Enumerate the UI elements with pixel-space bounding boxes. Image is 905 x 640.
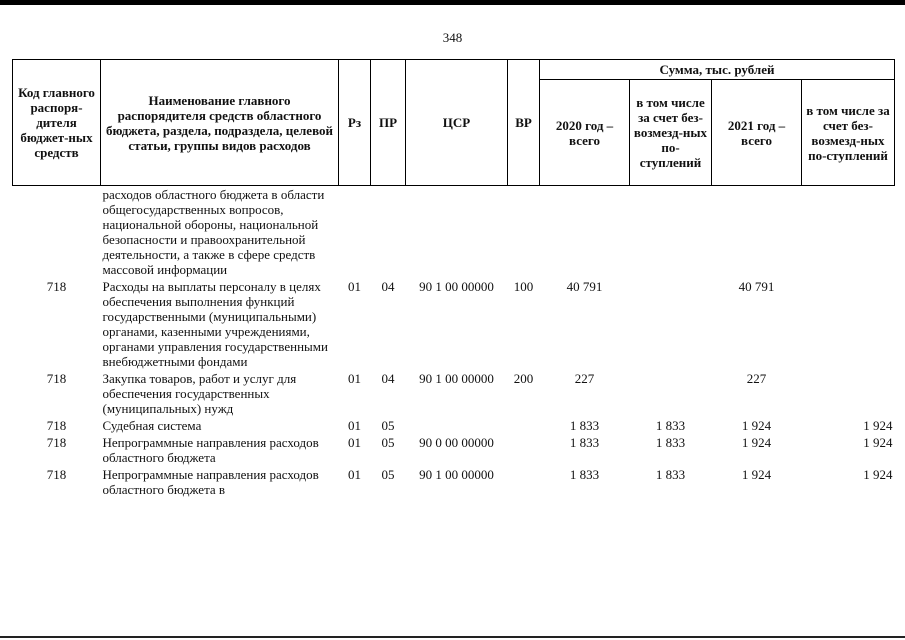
- cell-code: 718: [46, 418, 67, 433]
- cell-rz: 01: [348, 418, 361, 433]
- cell-2020-total: 40 791: [566, 279, 603, 294]
- cell-2020-free: 1 833: [655, 435, 686, 450]
- header-pr: ПР: [371, 60, 406, 186]
- cell-pr: 05: [381, 418, 395, 433]
- cell-2021-total: 227: [746, 371, 767, 386]
- cell-vr: [508, 186, 540, 279]
- cell-code: [13, 186, 101, 279]
- cell-vr: 200: [513, 371, 534, 386]
- cell-vr: 100: [513, 279, 534, 294]
- top-border-bar: [0, 0, 905, 5]
- cell-rz: 01: [348, 279, 361, 294]
- cell-rz: 01: [348, 435, 361, 450]
- cell-csr: 90 1 00 00000: [419, 279, 494, 294]
- header-name: Наименование главного распорядителя средств областного бюджета, раздела, подраздела, целевой статьи, группы видов расходов: [101, 60, 339, 186]
- table-row: [13, 370, 895, 417]
- header-sum-group: Сумма, тыс. рублей: [540, 60, 895, 80]
- cell-vr: [508, 417, 540, 434]
- table-row: [13, 417, 895, 434]
- cell-2020-total: 227: [574, 371, 595, 386]
- table-row: [13, 278, 895, 370]
- cell-2020-free: [630, 186, 712, 279]
- cell-2021-total: 1 924: [741, 435, 772, 450]
- cell-rz: 01: [348, 467, 361, 482]
- cell-2020-free: 1 833: [655, 467, 686, 482]
- header-2020-free: в том числе за счет без-возмезд-ных по-ступлений: [630, 80, 712, 186]
- table-row: [13, 186, 895, 279]
- header-vr: ВР: [508, 60, 540, 186]
- table-row: [13, 466, 895, 498]
- table-row: [13, 434, 895, 466]
- cell-name: Судебная система: [102, 418, 202, 433]
- cell-2020-total: 1 833: [569, 435, 600, 450]
- cell-2021-free: [802, 278, 895, 370]
- cell-2021-free: [802, 370, 895, 417]
- cell-csr: 90 1 00 00000: [419, 467, 494, 482]
- cell-name: Расходы на выплаты персоналу в целях обеспечения выполнения функций государственными (муниципальными) органами, казенными учреждениями, органами управления государственными внебюджетными фондами: [102, 279, 328, 369]
- cell-name: Закупка товаров, работ и услуг для обеспечения государственных (муниципальных) нужд: [102, 371, 297, 416]
- header-2021-total: 2021 год – всего: [712, 80, 802, 186]
- cell-csr: 90 0 00 00000: [419, 435, 494, 450]
- cell-rz: [339, 186, 371, 279]
- header-rz: Рз: [339, 60, 371, 186]
- cell-rz: 01: [348, 371, 361, 386]
- cell-csr: [406, 186, 508, 279]
- cell-2021-total: 1 924: [741, 418, 772, 433]
- cell-2020-total: 1 833: [569, 418, 600, 433]
- cell-code: 718: [46, 279, 67, 294]
- cell-2020-free: [630, 370, 712, 417]
- cell-pr: 04: [381, 371, 395, 386]
- cell-pr: 05: [381, 467, 395, 482]
- cell-2021-free: 1 924: [863, 467, 893, 482]
- header-csr: ЦСР: [406, 60, 508, 186]
- cell-2021-free: 1 924: [863, 435, 893, 450]
- cell-2020-total: 1 833: [569, 467, 600, 482]
- budget-table: [12, 59, 895, 498]
- header-2020-total: 2020 год – всего: [540, 80, 630, 186]
- header-code: Код главного распоря-дителя бюджет-ных средств: [13, 60, 101, 186]
- cell-2021-total: 1 924: [741, 467, 772, 482]
- cell-pr: 05: [381, 435, 395, 450]
- cell-2020-free: [630, 278, 712, 370]
- cell-2021-free: [802, 186, 895, 279]
- page-number: 348: [442, 30, 463, 45]
- cell-code: 718: [46, 371, 67, 386]
- cell-2020-free: 1 833: [655, 418, 686, 433]
- cell-vr: [508, 434, 540, 466]
- cell-code: 718: [46, 435, 67, 450]
- cell-name: расходов областного бюджета в области общегосударственных вопросов, национальной обороны, национальной безопасности и правоохранительной деятельности, а также в сфере средств массовой информации: [102, 187, 325, 277]
- cell-name: Непрограммные направления расходов областного бюджета: [102, 435, 319, 465]
- cell-2021-total: 40 791: [738, 279, 775, 294]
- bottom-page-edge: [0, 636, 905, 638]
- cell-vr: [508, 466, 540, 498]
- cell-2021-total: [712, 186, 802, 279]
- cell-csr: 90 1 00 00000: [419, 371, 494, 386]
- cell-pr: 04: [381, 279, 395, 294]
- cell-code: 718: [46, 467, 67, 482]
- cell-name: Непрограммные направления расходов областного бюджета в: [102, 467, 319, 497]
- cell-2021-free: 1 924: [863, 418, 893, 433]
- cell-csr: [406, 417, 508, 434]
- cell-2020-total: [540, 186, 630, 279]
- header-2021-free: в том числе за счет без-возмезд-ных по-ступлений: [802, 80, 895, 186]
- cell-pr: [371, 186, 406, 279]
